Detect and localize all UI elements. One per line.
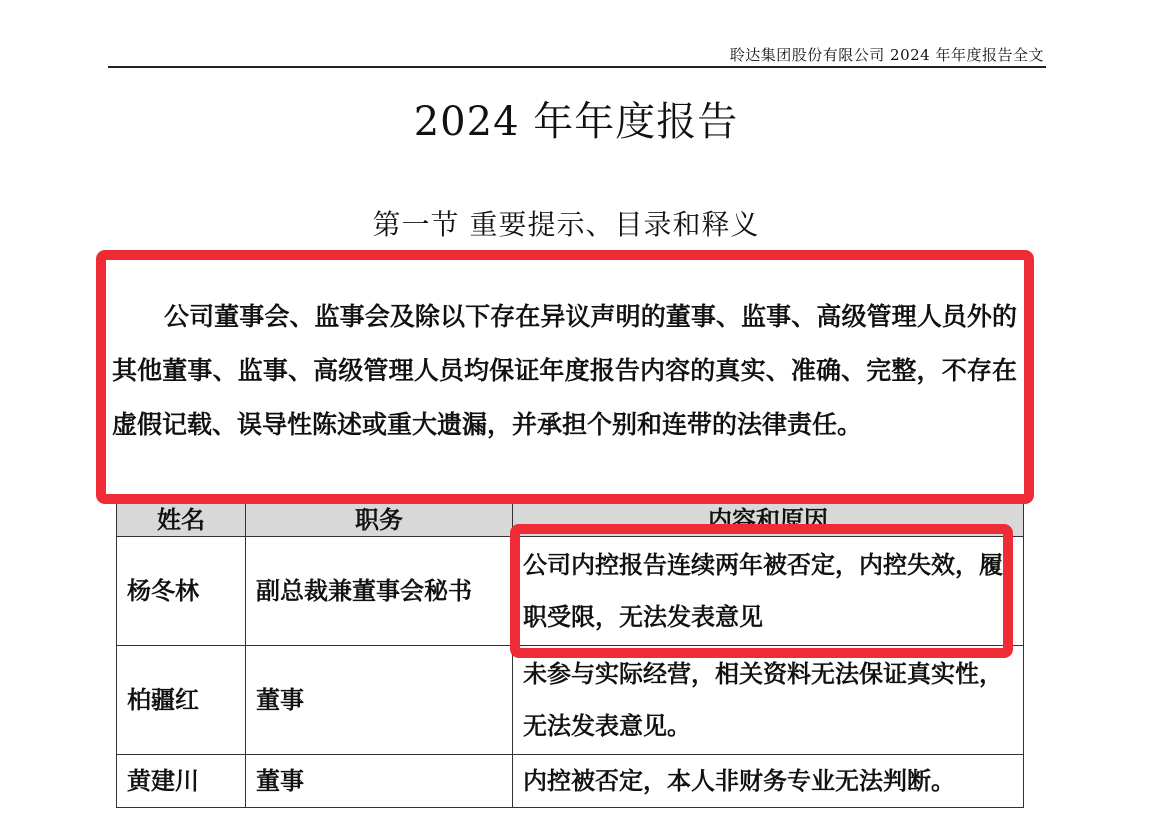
cell-name: 柏疆红 bbox=[117, 646, 246, 755]
cell-reason: 内控被否定，本人非财务专业无法判断。 bbox=[513, 755, 1024, 808]
cell-reason: 未参与实际经营，相关资料无法保证真实性，无法发表意见。 bbox=[513, 646, 1024, 755]
cell-reason: 公司内控报告连续两年被否定，内控失效，履职受限，无法发表意见 bbox=[513, 537, 1024, 646]
cell-position: 董事 bbox=[246, 755, 513, 808]
running-header: 聆达集团股份有限公司 2024 年年度报告全文 bbox=[729, 46, 1044, 64]
cell-name: 杨冬林 bbox=[117, 537, 246, 646]
header-position: 职务 bbox=[246, 504, 513, 537]
report-title: 2024 年年度报告 bbox=[413, 99, 739, 145]
header-name: 姓名 bbox=[117, 504, 246, 537]
table-row bbox=[117, 537, 1024, 646]
table-row bbox=[117, 755, 1024, 808]
table-header-row bbox=[117, 504, 1024, 537]
board-statement-paragraph: 公司董事会、监事会及除以下存在异议声明的董事、监事、高级管理人员外的其他董事、监事、高级管理人员均保证年度报告内容的真实、准确、完整，不存在虚假记载、误导性陈述或重大遗漏，并承担个别和连带的法律责任。 bbox=[112, 302, 1017, 439]
cell-name: 黄建川 bbox=[117, 755, 246, 808]
header-reason: 内容和原因 bbox=[513, 504, 1024, 537]
cell-position: 董事 bbox=[246, 646, 513, 755]
table-row bbox=[117, 646, 1024, 755]
dissent-table bbox=[116, 503, 1024, 808]
cell-position: 副总裁兼董事会秘书 bbox=[246, 537, 513, 646]
section-title: 第一节 重要提示、目录和释义 bbox=[372, 208, 760, 241]
header-rule bbox=[108, 66, 1046, 68]
